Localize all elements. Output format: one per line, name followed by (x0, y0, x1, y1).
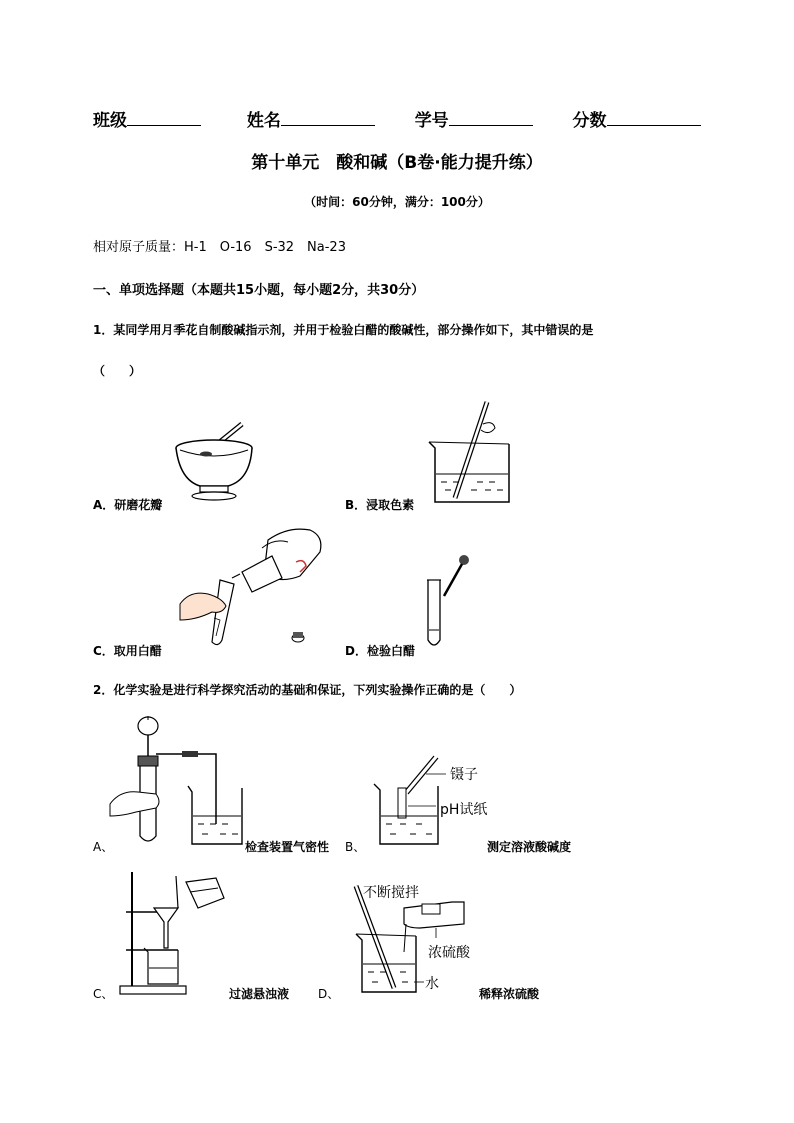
atomic-mass-line: 相对原子质量：H-1 O-16 S-32 Na-23 (93, 240, 346, 255)
q1-option-d[interactable]: D．检验白醋 (345, 644, 415, 658)
class-blank[interactable] (127, 109, 201, 126)
id-label: 学号 (414, 111, 449, 131)
q1-option-b[interactable]: B．浸取色素 (345, 498, 415, 512)
q1-stem: 1．某同学用月季花自制酸碱指示剂，并用于检验白醋的酸碱性，部分操作如下，其中错误的是 (93, 323, 594, 337)
tweezers-label: 镊子 (450, 767, 478, 783)
name-blank[interactable] (281, 109, 375, 126)
section-1-heading: 一、单项选择题（本题共15小题，每小题2分，共30分） (93, 283, 425, 298)
beaker-rod-figure (425, 398, 515, 506)
q2-stem: 2．化学实验是进行科学探究活动的基础和保证，下列实验操作正确的是（ ） (93, 683, 522, 697)
water-label: 水 (425, 976, 439, 992)
stir-label: 不断搅拌 (363, 885, 419, 901)
id-blank[interactable] (449, 109, 533, 126)
airtightness-check-figure (108, 712, 248, 846)
test-tube-dropper-figure (422, 552, 472, 652)
q1-option-c[interactable]: C．取用白醋 (93, 644, 162, 658)
ph-measurement-figure (370, 752, 450, 848)
concentrated-acid-label: 浓硫酸 (428, 945, 470, 961)
q2-option-a-caption: 检查装置气密性 (245, 840, 330, 854)
filtration-figure (118, 868, 230, 998)
mortar-pestle-figure (170, 418, 260, 506)
q2-option-b-letter[interactable]: B、 (345, 840, 366, 854)
q2-option-b-caption: 测定溶液酸碱度 (487, 840, 572, 854)
q2-option-c-letter[interactable]: C、 (93, 987, 114, 1001)
name-label: 姓名 (246, 111, 281, 131)
score-label: 分数 (572, 111, 607, 131)
q2-option-c-caption: 过滤悬浊液 (229, 987, 290, 1001)
q2-option-a-letter[interactable]: A、 (93, 840, 114, 854)
ph-paper-label: pH试纸 (440, 802, 488, 818)
class-label: 班级 (93, 111, 127, 131)
q2-option-d-letter[interactable]: D、 (318, 987, 340, 1001)
q1-option-a[interactable]: A．研磨花瓣 (93, 498, 163, 512)
student-info-line (93, 106, 701, 131)
page-title: 第十单元 酸和碱（B卷·能力提升练） (251, 153, 543, 173)
q2-option-d-caption: 稀释浓硫酸 (479, 987, 540, 1001)
score-blank[interactable] (607, 109, 701, 126)
pouring-vinegar-figure (178, 522, 328, 652)
page-subtitle: （时间：60分钟，满分：100分） (304, 195, 490, 209)
q1-paren: （ ） (93, 364, 142, 378)
